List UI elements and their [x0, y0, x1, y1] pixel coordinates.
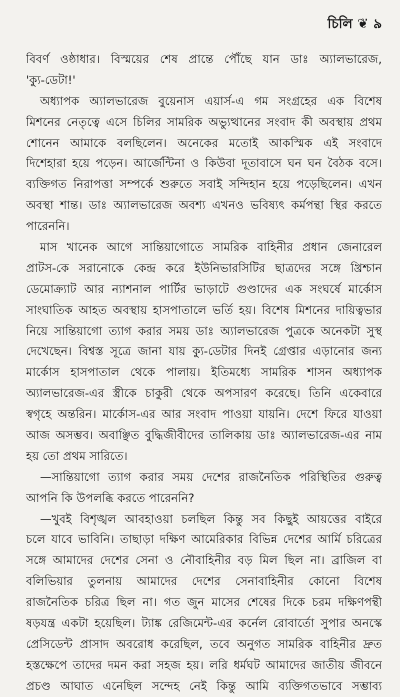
body-text: [26, 49, 382, 697]
text-line: আপনি কি উপলব্ধি করতে পারেননি?: [26, 490, 195, 505]
text-line: বলিভিয়ার তুলনায় আমাদের দেশের সেনাবাহিনীর কোনো বিশেষ: [26, 574, 382, 589]
text-line: প্রাটস-কে সরানোকে কেন্দ্র করে ইউনিভারসিটির ছাত্রদের সঙ্গে খ্রিশ্চান: [26, 260, 382, 275]
text-line: স্বগৃহে অন্তরিন। মার্কোস-এর আর সংবাদ পাওয়া যায়নি। দেশে ফিরে যাওয়া: [26, 407, 382, 422]
text-line: চলে যাবে ভাবিনি। তাছাড়া দক্ষিণ আমেরিকার বিভিন্ন দেশের আর্মি চরিত্রের: [26, 532, 382, 547]
text-line: ষড়যন্ত্র একটা হয়েছিল। ট্যাঙ্ক রেজিমেন্ট-এর কর্নেল রোবার্তো সুপার অনস্কে: [26, 616, 382, 631]
text-line: হস্তক্ষেপে তাদের দমন করা সহজ হয়। লরি ধর্মঘট আমাদের জাতীয় জীবনে: [26, 657, 382, 672]
text-line: —খুবই বিশৃঙ্খল আবহাওয়া চলছিল কিন্তু সব কিছুই আয়ত্তের বাইরে: [40, 511, 382, 526]
text-line: নিয়ে সান্তিয়াগো ত্যাগ করার সময় ডাঃ অ্যালভারেজ পুত্রকে অনেকটা সুস্থ: [26, 323, 382, 338]
text-line: 'ক্যু-ডেটা!': [26, 72, 76, 87]
text-line: শোনেন আমাকে বলছিলেন। অনেকের মতোই আকস্মিক এই সংবাদে: [26, 135, 382, 150]
text-line: দেখেছেন। বিশ্বস্ত সূত্রে জানা যায় ক্যু-ডেটার দিনই গ্রেপ্তার এড়ানোর জন্য: [26, 344, 382, 359]
text-line: সঙ্গে আমাদের দেশের সেনা ও নৌবাহিনীর বড় মিল ছিল না। ব্রাজিল বা: [26, 553, 382, 568]
text-line: দিশেহারা হয়ে পড়েন। আর্জেন্টিনা ও কিউবা দূতাবাসে ঘন ঘন বৈঠক বসে।: [26, 156, 382, 171]
text-line: মিশনের নেতৃত্বে এসে চিলির সামরিক অভ্যুত্থানের সংবাদ কী অবস্থায় প্রথম: [26, 114, 382, 129]
text-line: হয় তো প্রথম সারিতে।: [26, 448, 128, 463]
text-line: ব্যক্তিগত নিরাপত্তা সম্পর্কে শুরুতে সবাই সন্দিহান হয়ে পড়েছিলেন। এখন: [26, 177, 382, 192]
text-line: অধ্যাপক অ্যালভারেজ বুয়েনাস এয়ার্স-এ গম সংগ্রহের এক বিশেষ: [40, 93, 382, 108]
text-line: ডেমোক্র্যাট আর ন্যাশনাল পার্টির ভাড়াটে গুণ্ডাদের এক সংঘর্ষে মার্কোস: [26, 281, 382, 296]
text-line: মাস খানেক আগে সান্তিয়াগোতে সামরিক বাহিনীর প্রধান জেনারেল: [40, 240, 382, 255]
text-line: রাজনৈতিক চরিত্র ছিল না। গত জুন মাসের শেষের দিকে চরম দক্ষিণপন্থী: [26, 595, 382, 610]
text-line: আজ অসম্ভব। অবাঞ্ছিত বুদ্ধিজীবীদের তালিকায় ডাঃ অ্যালভারেজ-এর নাম: [26, 428, 382, 443]
text-line: —সান্তিয়াগো ত্যাগ করার সময় দেশের রাজনৈতিক পরিস্থিতির গুরুত্ব: [40, 469, 382, 484]
text-line: প্রেসিডেন্ট প্রাসাদ অবরোধ করেছিল, তবে অনুগত সামরিক বাহিনীর দ্রুত: [26, 636, 382, 651]
text-line: অ্যালভারেজ-এর স্ত্রীকে চাকুরী থেকে অপসারণ করেছে। তিনি একেবারে: [26, 386, 382, 401]
text-line: মার্কোস হাসপাতাল থেকে পালায়। ইতিমধ্যে সামরিক শাসন অধ্যাপক: [26, 365, 382, 380]
text-line: প্রচণ্ড আঘাত এনেছিল সন্দেহ নেই কিন্তু আমি ব্যক্তিগতভাবে সম্ভাব্য: [26, 678, 382, 693]
running-header: চিলি ❦ ৯: [327, 16, 382, 32]
text-line: সাংঘাতিক আহত অবস্থায় হাসপাতালে ভর্তি হয়। বিশেষ মিশনের দায়িত্বভার: [26, 302, 382, 317]
text-line: বিবর্ণ ওষ্ঠাধার। বিস্ময়ের শেষ প্রান্তে পৌঁছে যান ডাঃ অ্যালভারেজ,: [26, 52, 382, 66]
text-line: পারেননি।: [26, 219, 70, 234]
text-line: অবস্থা শান্ত। ডাঃ অ্যালভারেজ অবশ্য এখনও ভবিষ্যৎ কর্মপন্থা স্থির করতে: [26, 198, 382, 213]
